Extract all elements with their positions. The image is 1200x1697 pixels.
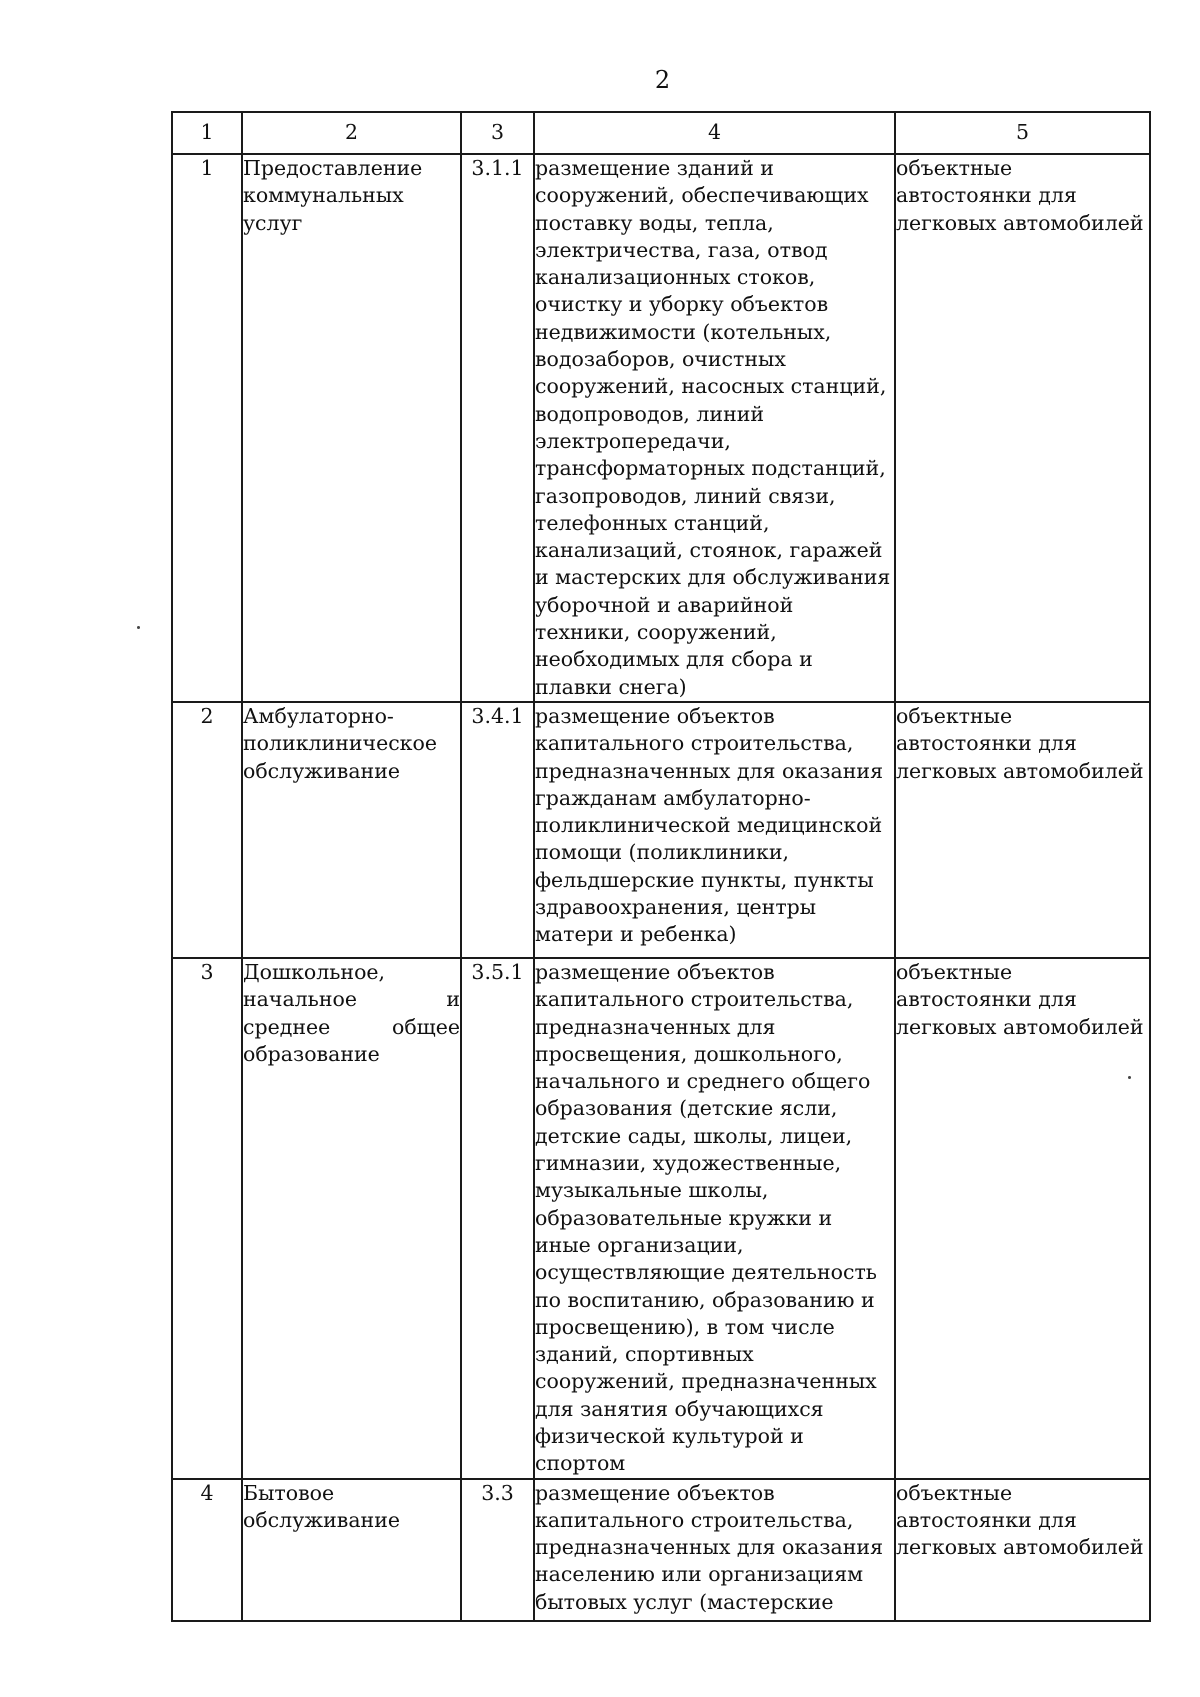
name-line: Дошкольное,	[243, 959, 386, 984]
page-number: 2	[654, 66, 671, 94]
use-type-name: Бытовое обслуживание	[242, 1479, 461, 1621]
land-use-table	[171, 111, 1151, 1622]
use-type-name	[242, 958, 461, 1479]
row-number: 1	[172, 154, 242, 702]
use-type-name: Амбулаторно-поликлиническое обслуживание	[242, 702, 461, 958]
header-cell: 5	[895, 112, 1150, 154]
name-line: образование	[243, 1041, 380, 1066]
parking-requirement: объектные автостоянки для легковых автомобилей	[895, 958, 1150, 1479]
row-number: 3	[172, 958, 242, 1479]
table-header-row	[172, 112, 1150, 154]
row-number: 4	[172, 1479, 242, 1621]
header-cell: 2	[242, 112, 461, 154]
table-row	[172, 1479, 1150, 1621]
table-row	[172, 958, 1150, 1479]
scan-speck	[1128, 1076, 1131, 1079]
parking-requirement: объектные автостоянки для легковых автомобилей	[895, 1479, 1150, 1621]
name-line-justified	[243, 986, 460, 1013]
name-word: среднее	[243, 1014, 331, 1039]
header-cell: 4	[534, 112, 895, 154]
parking-requirement: объектные автостоянки для легковых автомобилей	[895, 702, 1150, 958]
name-word: начальное	[243, 987, 357, 1012]
use-type-description: размещение объектов капитального строительства, предназначенных для оказания гражданам амбулаторно-поликлинической медицинской помощи (поликлиники, фельдшерские пункты, пункты здравоохранения, центры матери и ребенка)	[534, 702, 895, 958]
use-type-name: Предоставление коммунальных услуг	[242, 154, 461, 702]
header-cell: 3	[461, 112, 534, 154]
use-type-description: размещение зданий и сооружений, обеспечивающих поставку воды, тепла, электричества, газа, отвод канализационных стоков, очистку и уборку объектов недвижимости (котельных, водозаборов, очистных сооружений, насосных станций, водопроводов, линий электропередачи, трансформаторных подстанций, газопроводов, линий связи, телефонных станций, канализаций, стоянок, гаражей и мастерских для обслуживания уборочной и аварийной техники, сооружений, необходимых для сбора и плавки снега)	[534, 154, 895, 702]
use-type-code: 3.1.1	[461, 154, 534, 702]
use-type-description: размещение объектов капитального строительства, предназначенных для просвещения, дошкольного, начального и среднего общего образования (детские ясли, детские сады, школы, лицеи, гимназии, художественные, музыкальные школы, образовательные кружки и иные организации, осуществляющие деятельность по воспитанию, образованию и просвещению), в том числе зданий, спортивных сооружений, предназначенных для занятия обучающихся физической культурой и спортом	[534, 958, 895, 1479]
name-word: и	[446, 987, 460, 1012]
table-row	[172, 154, 1150, 702]
use-type-description: размещение объектов капитального строительства, предназначенных для оказания населению или организациям бытовых услуг (мастерские	[534, 1479, 895, 1621]
use-type-code: 3.5.1	[461, 958, 534, 1479]
name-word: общее	[391, 1014, 460, 1039]
table-row	[172, 702, 1150, 958]
scan-speck	[137, 626, 140, 629]
name-line-justified	[243, 1014, 460, 1041]
parking-requirement: объектные автостоянки для легковых автомобилей	[895, 154, 1150, 702]
use-type-code: 3.4.1	[461, 702, 534, 958]
use-type-code: 3.3	[461, 1479, 534, 1621]
header-cell: 1	[172, 112, 242, 154]
row-number: 2	[172, 702, 242, 958]
